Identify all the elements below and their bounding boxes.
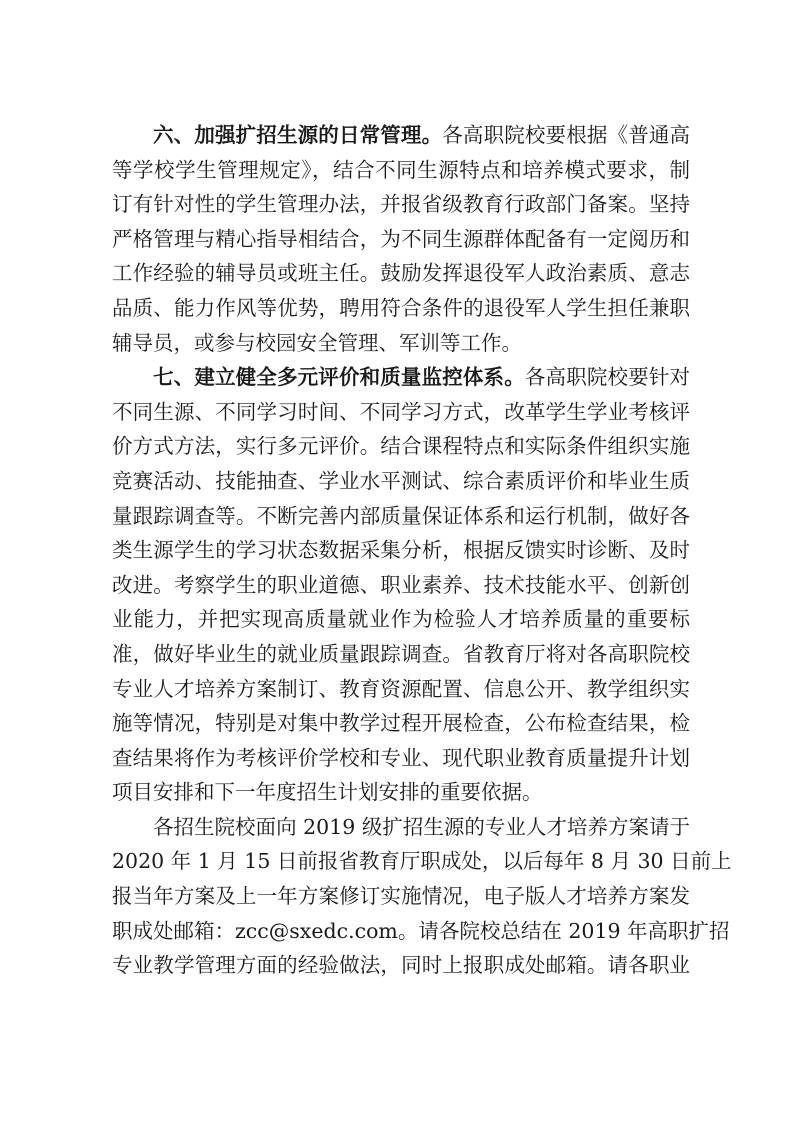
line: 准，做好毕业生的就业质量跟踪调查。省教育厅将对各高职院校: [112, 641, 690, 666]
line: 改进。考察学生的职业道德、职业素养、技术技能水平、创新创: [112, 572, 690, 597]
line: 报当年方案及上一年方案修订实施情况，电子版人才培养方案发: [112, 884, 690, 909]
line: 工作经验的辅导员或班主任。鼓励发挥退役军人政治素质、意志: [112, 261, 690, 286]
line: 六、加强扩招生源的日常管理。各高职院校要根据《普通高: [153, 123, 691, 147]
line: 量跟踪调查等。不断完善内部质量保证体系和运行机制，做好各: [112, 503, 690, 528]
line: 辅导员，或参与校园安全管理、军训等工作。: [112, 330, 522, 355]
line: 业能力，并把实现高质量就业作为检验人才培养质量的重要标: [112, 607, 690, 632]
line: 价方式方法，实行多元评价。结合课程特点和实际条件组织实施: [112, 434, 690, 459]
paragraph-closing: [112, 810, 732, 983]
line: 项目安排和下一年度招生计划安排的重要依据。: [112, 780, 543, 805]
line: 严格管理与精心指导相结合，为不同生源群体配备有一定阅历和: [112, 226, 690, 251]
line: 竞赛活动、技能抽查、学业水平测试、综合素质评价和毕业生质: [112, 468, 690, 493]
line: 查结果将作为考核评价学校和专业、现代职业教育质量提升计划: [112, 745, 690, 770]
line: 七、建立健全多元评价和质量监控体系。各高职院校要针对: [153, 365, 691, 390]
line: 专业教学管理方面的经验做法，同时上报职成处邮箱。请各职业: [112, 953, 690, 978]
line: 专业人才培养方案制订、教育资源配置、信息公开、教学组织实: [112, 676, 690, 701]
line: 施等情况，特别是对集中教学过程开展检查，公布检查结果，检: [112, 711, 690, 736]
paragraph-section-6: [112, 118, 690, 360]
line: 职成处邮箱：zcc@sxedc.com。请各院校总结在 2019 年高职扩招: [112, 918, 730, 943]
document-body: [112, 118, 732, 983]
line: 等学校学生管理规定》，结合不同生源特点和培养模式要求，制: [112, 157, 690, 182]
section-heading: 七、建立健全多元评价和质量监控体系。: [153, 365, 525, 390]
line: 2020 年 1 月 15 日前报省教育厅职成处，以后每年 8 月 30 日前上: [112, 849, 732, 874]
line: 品质、能力作风等优势，聘用符合条件的退役军人学生担任兼职: [112, 295, 690, 320]
line: 不同生源、不同学习时间、不同学习方式，改革学生学业考核评: [112, 399, 690, 424]
line: 各招生院校面向 2019 级扩招生源的专业人才培养方案请于: [153, 814, 690, 839]
section-heading: 六、加强扩招生源的日常管理。: [153, 123, 443, 147]
line: 类生源学生的学习状态数据采集分析，根据反馈实时诊断、及时: [112, 538, 690, 563]
paragraph-section-7: [112, 360, 690, 810]
line: 订有针对性的学生管理办法，并报省级教育行政部门备案。坚持: [112, 192, 690, 217]
